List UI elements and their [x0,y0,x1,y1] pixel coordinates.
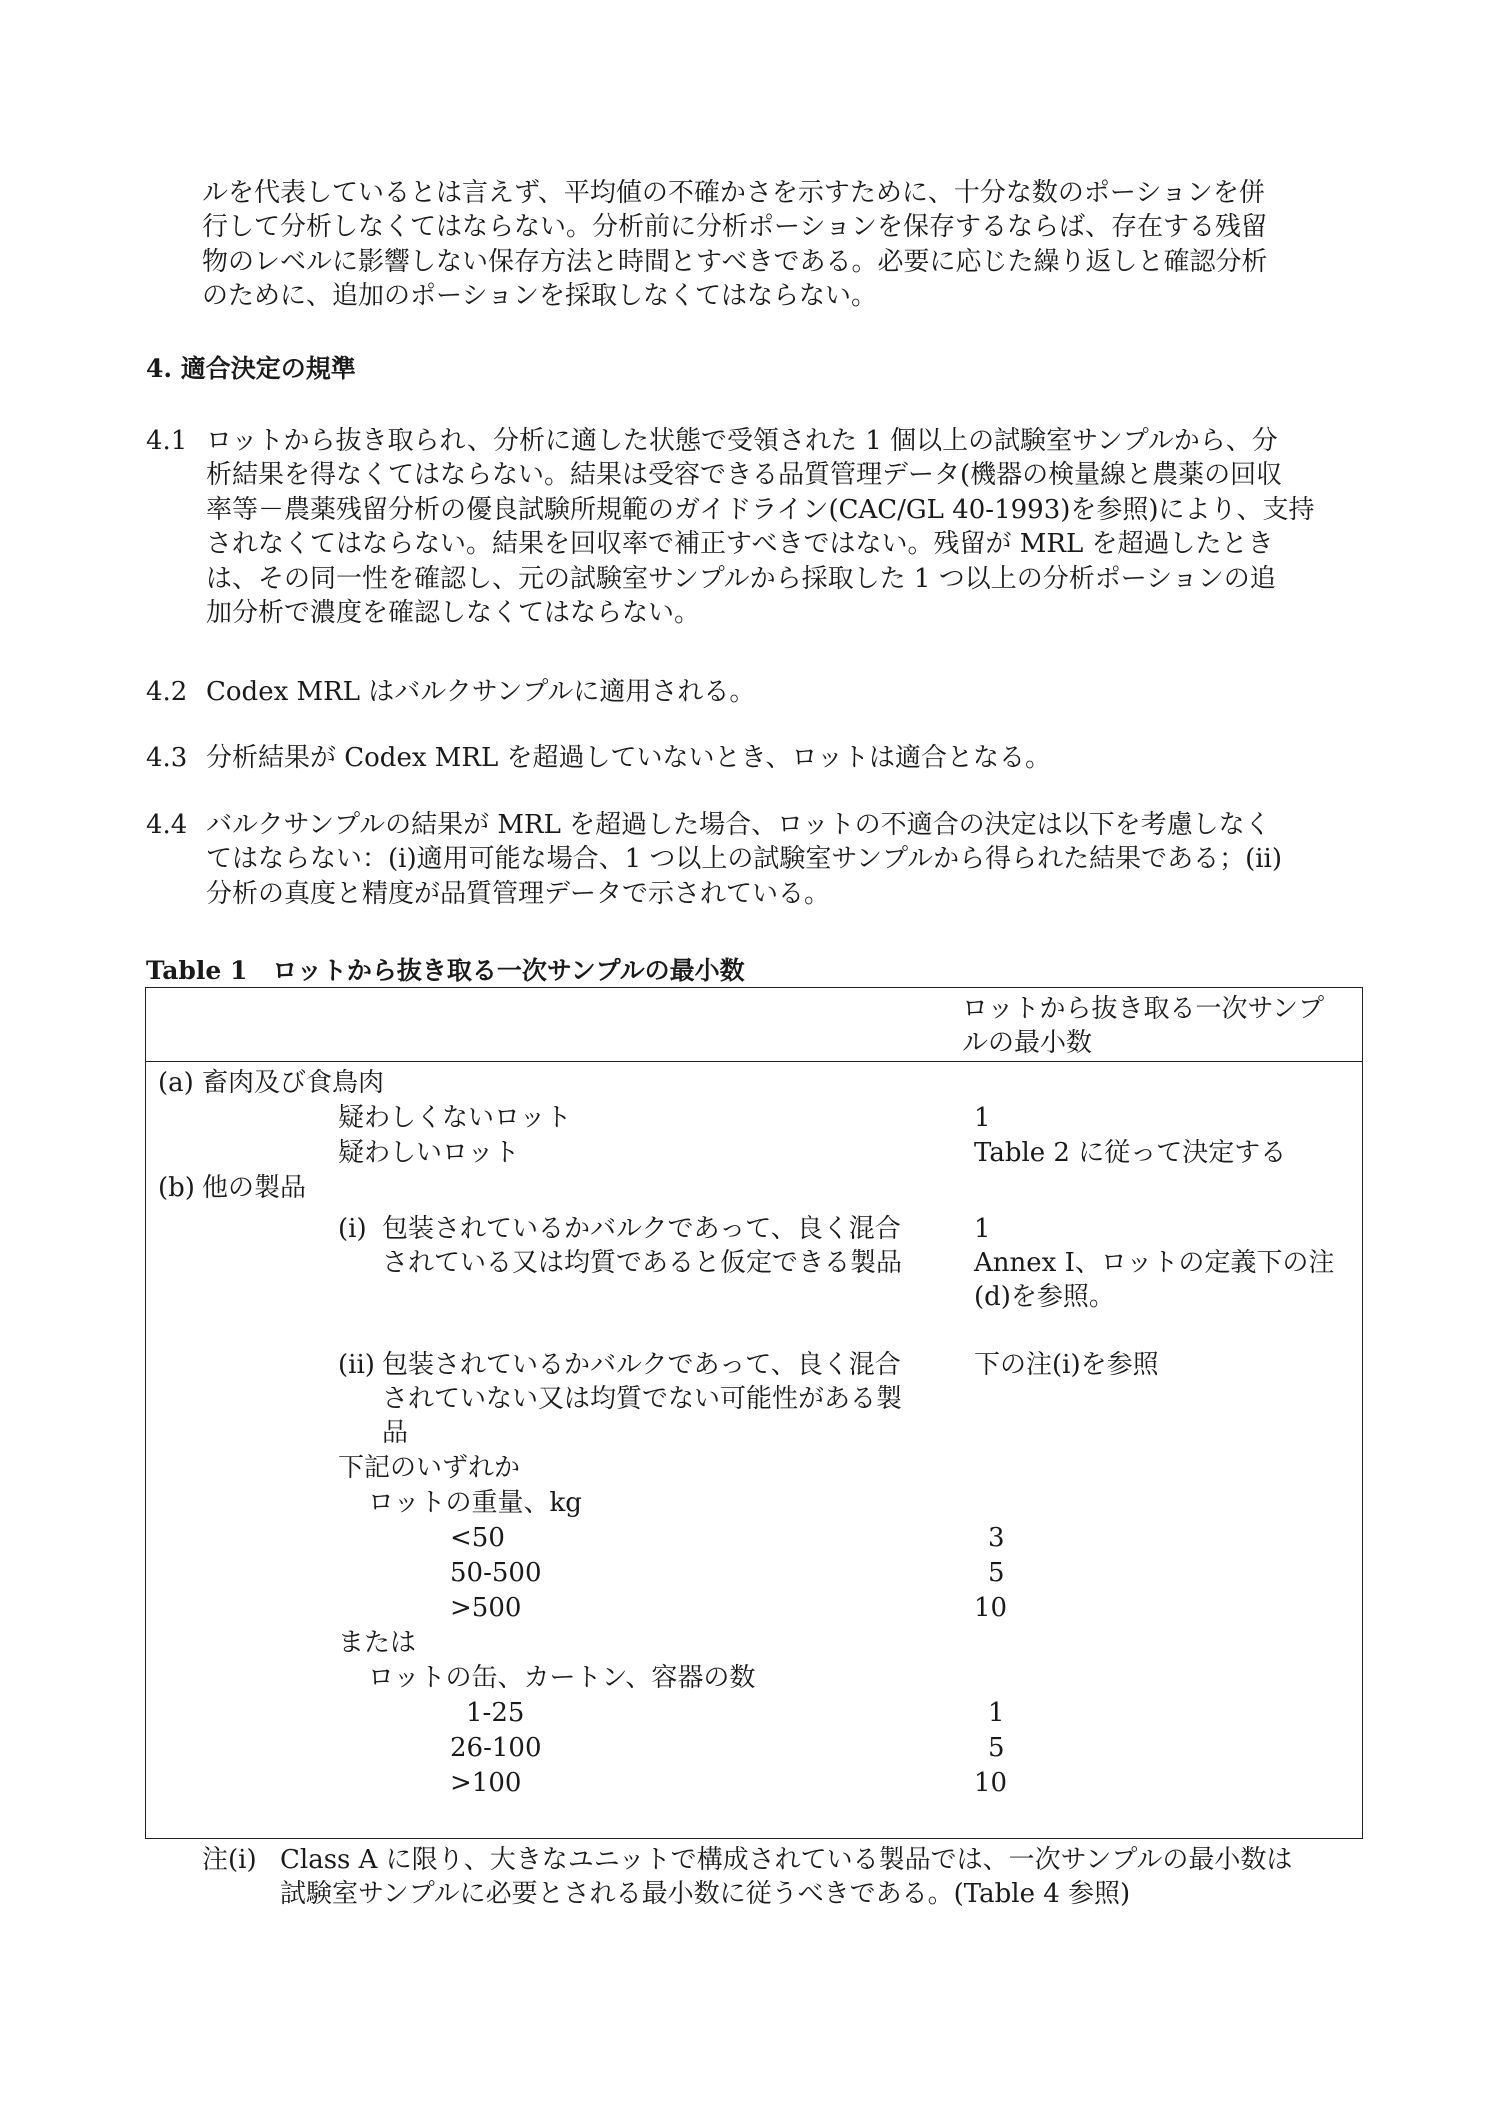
weight-value: 3 [988,1523,1005,1553]
note-label: 注(i) [202,1845,257,1875]
item-text [206,675,1356,709]
intro-paragraph [202,176,1352,314]
count-range: 26-100 [450,1733,542,1763]
row-bii-label: (ii) [338,1350,375,1380]
item-number: 4.3 [146,743,188,773]
intro-line: 物のレベルに影響しない保存方法と時間とすべきである。必要に応じた繰り返しと確認分析 [202,246,1268,277]
count-range: >100 [450,1768,522,1798]
section-heading: 4. 適合決定の規準 [146,354,356,383]
cell-line: (d)を参照。 [974,1282,1115,1312]
cell-line: 包装されているかバルクであって、良く混合 [382,1350,901,1380]
count-label: ロットの缶、カートン、容器の数 [368,1663,756,1693]
cell-line: 品 [382,1418,409,1448]
either-label: 下記のいずれか [338,1453,521,1483]
row-a-label: (a) [158,1068,194,1098]
table-title: Table 1 ロットから抜き取る一次サンプルの最小数 [146,956,745,985]
note-text [280,1843,1360,1911]
cell-line: 1 [974,1214,991,1244]
item-line: てはならない：(i)適用可能な場合、1 つ以上の試験室サンプルから得られた結果である；(ii) [206,844,1282,875]
item-text [206,808,1356,911]
note-line: Class A に限り、大きなユニットで構成されている製品では、一次サンプルの最小数は [280,1845,1293,1875]
weight-label: ロットの重量、kg [368,1488,582,1518]
count-range: 1-25 [466,1698,525,1728]
count-value: 1 [988,1698,1005,1728]
item-line: されなくてはならない。結果を回収率で補正すべきではない。残留が MRL を超過したとき [206,529,1274,560]
weight-value: 5 [988,1558,1005,1588]
item-text [206,741,1356,775]
item-line: 加分析で濃度を確認しなくてはならない。 [206,598,701,629]
row-bi-text [382,1212,902,1280]
row-bi-label: (i) [338,1214,367,1244]
weight-range: 50-500 [450,1558,542,1588]
item-line: 分析の真度と精度が品質管理データで示されている。 [206,878,831,909]
header-line: ルの最小数 [962,1028,1093,1058]
item-line: ロットから抜き取られ、分析に適した状態で受領された 1 個以上の試験室サンプルから、分 [206,426,1278,456]
item-text [206,424,1356,630]
row-b-text: 他の製品 [202,1173,307,1203]
item-line: は、その同一性を確認し、元の試験室サンプルから採取した 1 つ以上の分析ポーションの追 [206,563,1276,594]
row-a1-value: 1 [974,1103,991,1133]
or-label: または [338,1628,417,1658]
row-b-label: (b) [158,1173,195,1203]
count-value: 10 [974,1768,1008,1798]
count-value: 5 [988,1733,1005,1763]
item-number: 4.4 [146,810,188,840]
cell-line: されている又は均質であると仮定できる製品 [382,1248,903,1278]
item-number: 4.2 [146,677,188,707]
item-line: 析結果を得なくてはならない。結果は受容できる品質管理データ(機器の検量線と農薬の回収 [206,460,1283,491]
item-line: 分析結果が Codex MRL を超過していないとき、ロットは適合となる。 [206,743,1051,773]
intro-line: のために、追加のポーションを採取しなくてはならない。 [202,281,877,312]
cell-line: 包装されているかバルクであって、良く混合 [382,1214,901,1244]
row-a2-text: 疑わしいロット [338,1138,520,1168]
item-line: Codex MRL はバルクサンプルに適用される。 [206,677,756,707]
note-line: 試験室サンプルに必要とされる最小数に従うべきである。(Table 4 参照) [280,1879,1131,1909]
intro-line: 行して分析しなくてはならない。分析前に分析ポーションを保存するならば、存在する残留 [202,212,1267,243]
row-bii-text [382,1348,902,1450]
sample-table [145,987,1363,1839]
item-line: バルクサンプルの結果が MRL を超過した場合、ロットの不適合の決定は以下を考慮しなく [206,810,1271,840]
row-a-text: 畜肉及び食鳥肉 [202,1068,385,1098]
weight-value: 10 [974,1593,1008,1623]
row-bii-value: 下の注(i)を参照 [974,1350,1159,1380]
item-number: 4.1 [146,426,188,456]
intro-line: ルを代表しているとは言えず、平均値の不確かさを示すために、十分な数のポーションを併 [202,178,1265,208]
row-a2-value: Table 2 に従って決定する [974,1138,1287,1168]
weight-range: >500 [450,1593,522,1623]
cell-line: Annex I、ロットの定義下の注 [974,1248,1335,1278]
row-a1-text: 疑わしくないロット [338,1103,572,1133]
item-line: 率等－農薬残留分析の優良試験所規範のガイドライン(CAC/GL 40-1993)を参照)により、支持 [206,494,1315,525]
weight-range: <50 [450,1523,505,1553]
row-bi-value [974,1212,1334,1314]
header-divider [146,1061,1362,1062]
cell-line: されていない又は均質でない可能性がある製 [382,1384,903,1414]
header-line: ロットから抜き取る一次サンプ [962,994,1325,1024]
table-header-cell [962,992,1324,1060]
